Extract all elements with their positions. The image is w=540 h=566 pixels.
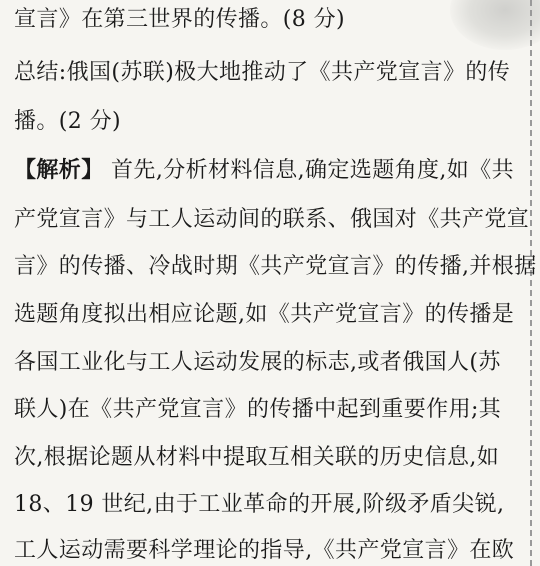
text-line-10: 次,根据论题从材料中提取互相关联的历史信息,如 — [14, 445, 500, 470]
text-line-11: 18、19 世纪,由于工业革命的开展,阶级矛盾尖锐, — [14, 492, 505, 517]
text-line-2: 总结:俄国(苏联)极大地推动了《共产党宣言》的传 — [14, 60, 511, 85]
text-line-7: 选题角度拟出相应论题,如《共产党宣言》的传播是 — [14, 302, 515, 327]
analysis-label: 【解析】 — [14, 158, 104, 183]
text-line-9: 联人)在《共产党宣言》的传播中起到重要作用;其 — [14, 397, 502, 422]
text-line-5: 产党宣言》与工人运动间的联系、俄国对《共产党宣 — [14, 207, 530, 232]
text-line-6: 言》的传播、冷战时期《共产党宣言》的传播,并根据 — [14, 254, 537, 279]
text-line-3: 播。(2 分) — [14, 109, 121, 134]
analysis-first-line: 首先,分析材料信息,确定选题角度,如《共 — [111, 158, 514, 183]
page-corner-shadow — [450, 0, 540, 50]
text-line-1: 宣言》在第三世界的传播。(8 分) — [14, 7, 345, 32]
text-line-12: 工人运动需要科学理论的指导,《共产党宣言》在欧 — [14, 538, 515, 563]
text-line-8: 各国工业化与工人运动发展的标志,或者俄国人(苏 — [14, 350, 501, 375]
dashed-margin-line — [530, 0, 532, 566]
text-line-4 — [14, 156, 514, 186]
